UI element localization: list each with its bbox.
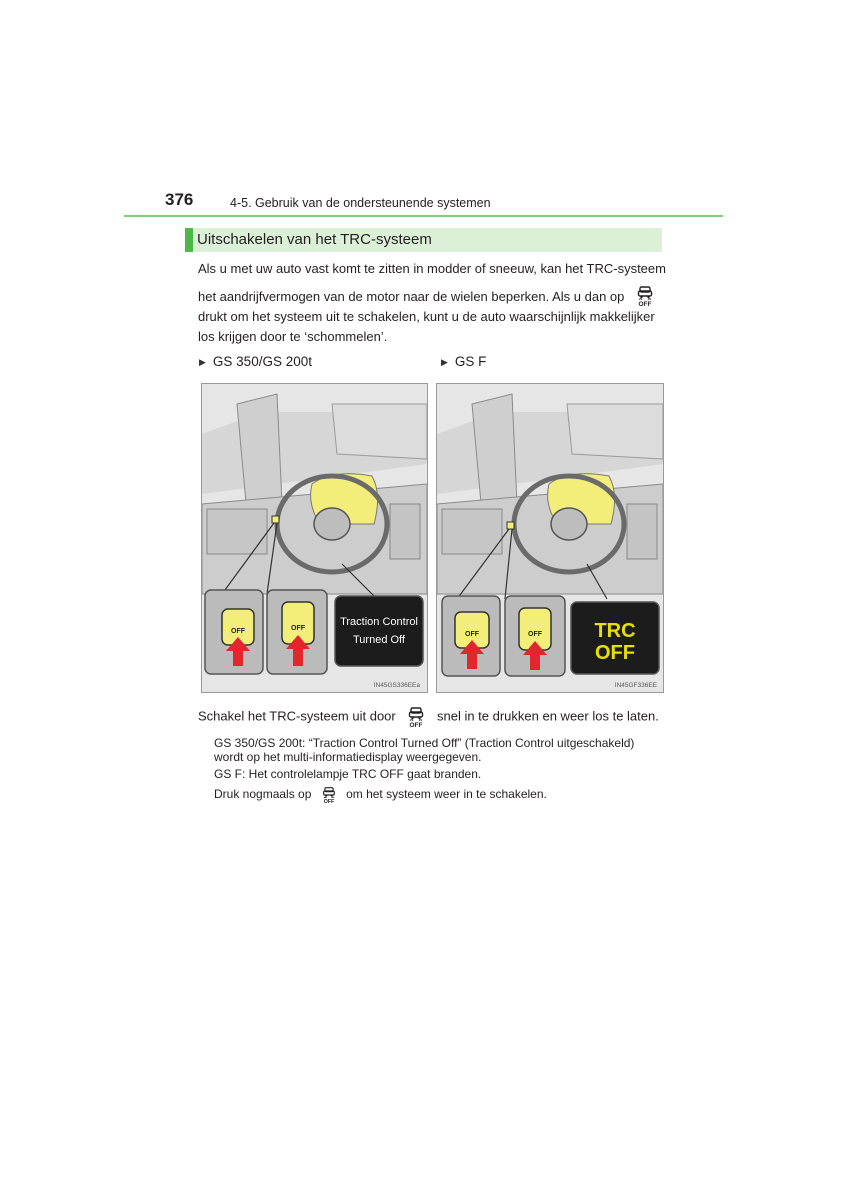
button-off-text: OFF [291,625,305,632]
note-line-2: wordt op het multi-informatiedisplay weergegeven. [214,750,482,764]
header-divider [124,215,723,217]
note-line-3: GS F: Het controlelampje TRC OFF gaat branden. [214,767,482,781]
indicator-line-2: OFF [595,642,635,664]
figure-gs350-dashboard [201,383,428,693]
figure-code: IN45GF336EE [614,682,657,689]
intro-line-2-text: het aandrijfvermogen van de motor naar de wielen beperken. Als u dan op [198,289,625,304]
note-line-4-before: Druk nogmaals op [214,787,312,802]
intro-line-3: drukt om het systeem uit te schakelen, kunt u de auto waarschijnlijk makkelijker [198,309,655,324]
page-number: 376 [165,190,194,209]
display-line-2: Turned Off [353,634,405,646]
multi-information-display [335,596,423,666]
triangle-bullet-icon: ▶ [441,357,448,367]
note-line-1: GS 350/GS 200t: “Traction Control Turned Off” (Traction Control uitgeschakeld) [214,736,635,750]
icon-off-text: OFF [409,722,423,728]
figure-gsf-dashboard [436,383,664,693]
display-line-1: Traction Control [340,616,418,628]
chapter-title: 4-5. Gebruik van de ondersteunende systemen [230,196,491,210]
note-line-4 [214,786,674,804]
icon-off-text: OFF [638,301,652,307]
indicator-line-1: TRC [594,620,636,642]
instruction-line [198,706,678,728]
triangle-bullet-icon: ▶ [199,357,206,367]
instruction-after: snel in te drukken en weer los te laten. [436,708,659,724]
variant-label-gs350 [199,354,312,369]
variant-label-text: GS 350/GS 200t [212,354,312,369]
dashboard-illustration [437,384,663,692]
intro-line-2 [198,287,668,307]
button-off-text: OFF [231,628,245,635]
intro-line-4: los krijgen door te ‘schommelen’. [198,329,388,344]
vehicle-skid-off-icon [320,786,338,804]
vehicle-skid-off-icon [405,706,427,728]
figure-code: IN45GS336EEa [373,682,420,689]
icon-off-text: OFF [323,799,335,804]
instruction-before: Schakel het TRC-systeem uit door [198,708,396,724]
dashboard-illustration [202,384,427,692]
button-off-text: OFF [465,631,479,638]
button-off-text: OFF [528,631,542,638]
section-title: Uitschakelen van het TRC-systeem [197,231,432,248]
vehicle-skid-off-icon [634,285,656,307]
intro-line-1: Als u met uw auto vast komt te zitten in modder of sneeuw, kan het TRC-systeem [198,261,666,276]
note-line-4-after: om het systeem weer in te schakelen. [346,787,547,802]
variant-label-text: GS F [454,354,487,369]
variant-label-gsf [441,354,486,369]
